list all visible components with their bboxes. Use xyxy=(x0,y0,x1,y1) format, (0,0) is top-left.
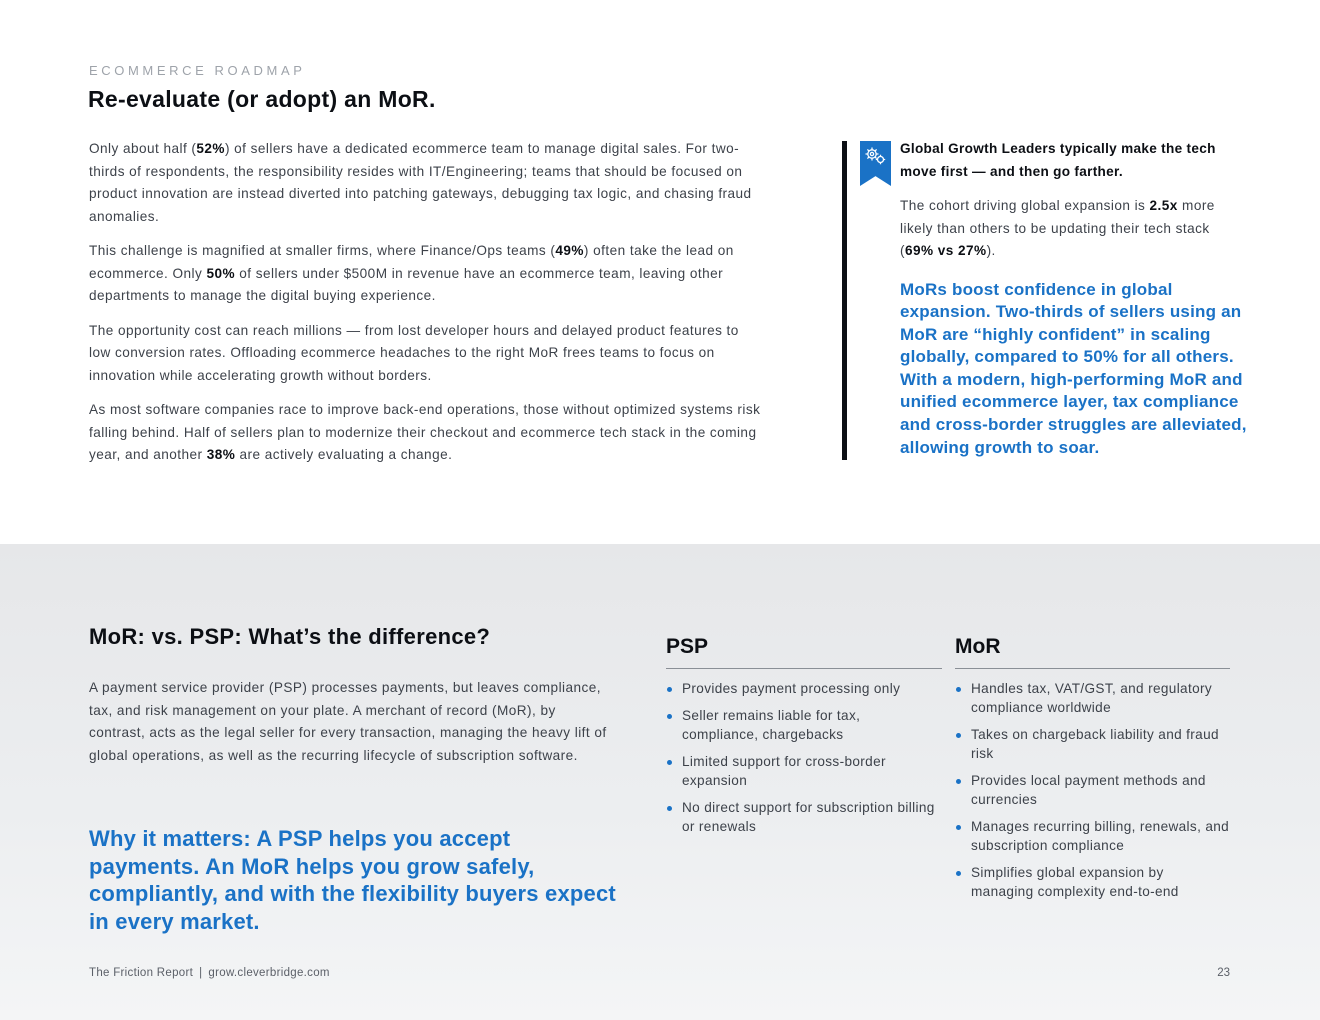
comparison-intro: A payment service provider (PSP) processes payments, but leaves compliance, tax, and risk management on your plate. A merchant of record (MoR), by contrast, acts as the legal seller for every transaction, managing the heavy lift of global operations, as well as the recurring lifecycle of subscription software. xyxy=(89,680,607,763)
list-item: Provides payment processing only xyxy=(666,679,938,698)
stat-2-5x: 2.5x xyxy=(1149,198,1178,213)
paragraph-3: The opportunity cost can reach millions — from lost developer hours and delayed product features to low conversion rates. Offloading ecommerce headaches to the right MoR frees teams to focus on innovation while accelerating growth without borders. xyxy=(89,322,739,383)
psp-heading: PSP xyxy=(666,635,709,658)
page-number: 23 xyxy=(1217,967,1230,979)
stat-49-percent: 49% xyxy=(555,243,584,258)
mor-heading: MoR xyxy=(955,635,1001,658)
paragraph-4: As most software companies race to improve back-end operations, those without optimized systems risk falling behind. Half of sellers plan to modernize their checkout and ecommerce tech stack in the coming year, and another 38% are actively evaluating a change. xyxy=(89,402,761,462)
paragraph-1: Only about half (52%) of sellers have a dedicated ecommerce team to manage digital sales. For two-thirds of respondents, the responsibility resides with IT/Engineering; teams that should be focused on product innovation are instead diverted into patching gateways, debugging tax logic, and chasing fraud anomalies. xyxy=(89,141,752,224)
list-item: Seller remains liable for tax, compliance, chargebacks xyxy=(666,706,938,744)
comparison-title: MoR: vs. PSP: What’s the difference? xyxy=(89,624,491,649)
mor-list xyxy=(955,679,1230,909)
page-title: Re-evaluate (or adopt) an MoR. xyxy=(88,86,436,112)
body-column xyxy=(89,138,761,479)
callout-body: The cohort driving global expansion is 2.5x more likely than others to be updating their tech stack (69% vs 27%). xyxy=(900,198,1215,258)
report-name: The Friction Report xyxy=(89,967,194,979)
psp-list xyxy=(666,679,938,844)
callout-panel xyxy=(900,138,1268,459)
callout-divider xyxy=(842,141,847,460)
callout-lead: Global Growth Leaders typically make the tech move first — and then go farther. xyxy=(900,141,1216,179)
why-it-matters: Why it matters: A PSP helps you accept payments. An MoR helps you grow safely, compliantly, and with the flexibility buyers expect in every market. xyxy=(89,826,616,934)
list-item: No direct support for subscription billing or renewals xyxy=(666,798,938,836)
paragraph-2: This challenge is magnified at smaller firms, where Finance/Ops teams (49%) often take the lead on ecommerce. Only 50% of sellers under $500M in revenue have an ecommerce team, leaving other departments to manage the digital buying experience. xyxy=(89,243,734,303)
list-item: Simplifies global expansion by managing complexity end-to-end xyxy=(955,863,1230,901)
stat-69-vs-27: 69% vs 27% xyxy=(904,243,987,258)
stat-52-percent: 52% xyxy=(196,141,225,156)
footer-separator: | xyxy=(199,967,203,979)
stat-50-percent: 50% xyxy=(206,265,236,281)
list-item: Handles tax, VAT/GST, and regulatory compliance worldwide xyxy=(955,679,1230,717)
footer xyxy=(89,967,330,979)
psp-rule xyxy=(666,668,942,669)
site-link[interactable]: grow.cleverbridge.com xyxy=(208,967,330,979)
callout-quote: MoRs boost confidence in global expansion. Two-thirds of sellers using an MoR are “highly confident” in scaling globally, compared to 50% for all others. With a modern, high-performing MoR and unified ecommerce layer, tax compliance and cross-border struggles are alleviated, allowing growth to soar. xyxy=(900,279,1247,457)
mor-rule xyxy=(955,668,1230,669)
section-eyebrow: ECOMMERCE ROADMAP xyxy=(89,63,306,78)
list-item: Limited support for cross-border expansion xyxy=(666,752,938,790)
list-item: Provides local payment methods and currencies xyxy=(955,771,1230,809)
list-item: Manages recurring billing, renewals, and subscription compliance xyxy=(955,817,1230,855)
list-item: Takes on chargeback liability and fraud risk xyxy=(955,725,1230,763)
stat-38-percent: 38% xyxy=(206,447,236,462)
